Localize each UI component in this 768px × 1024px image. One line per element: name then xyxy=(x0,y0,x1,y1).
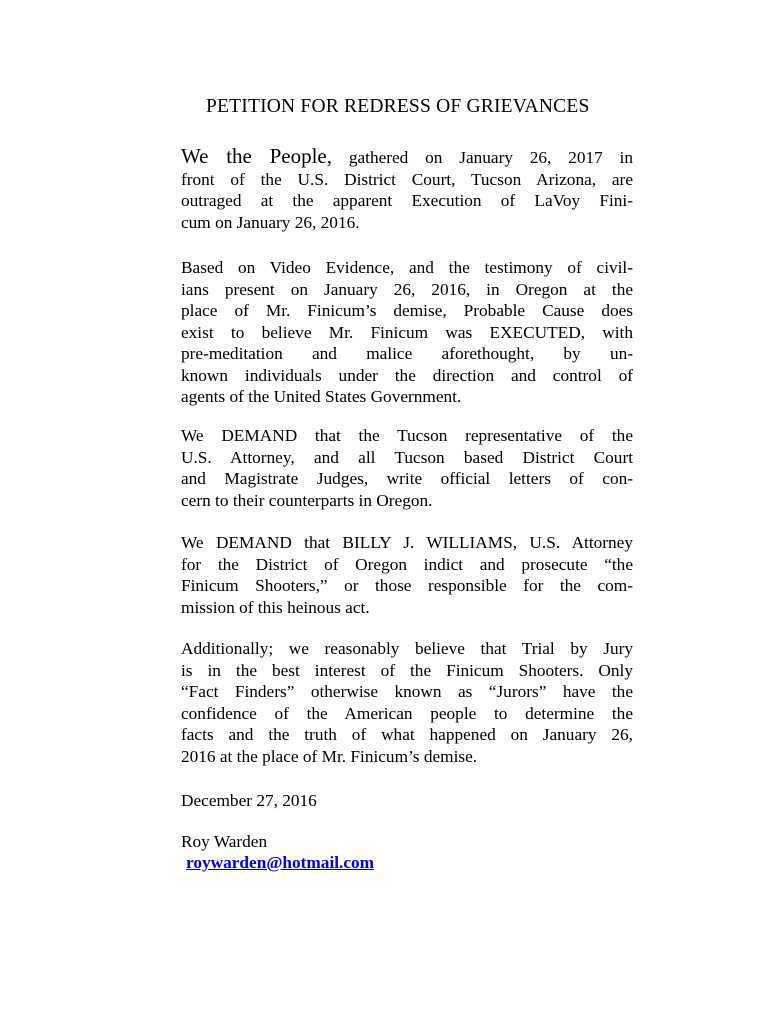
paragraph-2-line-3: place of Mr. Finicum’s demise, Probable Cause does xyxy=(181,301,633,320)
paragraph-3-line-4: cern to their counterparts in Oregon. xyxy=(181,490,433,510)
paragraph-2-line-5: pre-meditation and malice aforethought, by un- xyxy=(181,344,633,363)
paragraph-1 xyxy=(181,146,633,233)
paragraph-4-line-4: mission of this heinous act. xyxy=(181,597,370,617)
signature-name: Roy Warden xyxy=(181,832,268,851)
paragraph-5-line-5: facts and the truth of what happened on January 26, xyxy=(181,725,633,744)
paragraph-4 xyxy=(181,532,633,618)
paragraph-5-line-1: Additionally; we reasonably believe that Trial by Jury xyxy=(181,639,633,658)
paragraph-1-line-3: outraged at the apparent Execution of LaVoy Fini- xyxy=(181,191,633,210)
paragraph-1-line-1: We the People, gathered on January 26, 2017 in xyxy=(181,144,633,168)
paragraph-1-line-2: front of the U.S. District Court, Tucson Arizona, are xyxy=(181,169,633,189)
signature-email-link[interactable]: roywarden@hotmail.com xyxy=(186,853,375,872)
paragraph-2-line-6: known individuals under the direction and control of xyxy=(181,365,633,385)
paragraph-5 xyxy=(181,638,633,767)
paragraph-4-line-2: for the District of Oregon indict and prosecute “the xyxy=(181,554,633,574)
paragraph-4-line-3: Finicum Shooters,” or those responsible for the com- xyxy=(181,576,633,595)
paragraph-3-line-1: We DEMAND that the Tucson representative of the xyxy=(181,426,633,445)
paragraph-4-line-1: We DEMAND that BILLY J. WILLIAMS, U.S. Attorney xyxy=(181,533,633,552)
paragraph-1-lead: We the People, xyxy=(181,144,333,168)
paragraph-2-line-1: Based on Video Evidence, and the testimony of civil- xyxy=(181,258,633,277)
paragraph-5-line-6: 2016 at the place of Mr. Finicum’s demise. xyxy=(181,746,478,766)
paragraph-3 xyxy=(181,425,633,511)
paragraph-2-line-7: agents of the United States Government. xyxy=(181,387,462,406)
document-date: December 27, 2016 xyxy=(181,791,317,810)
paragraph-1-line-4: cum on January 26, 2016. xyxy=(181,212,360,232)
paragraph-5-line-2: is in the best interest of the Finicum Shooters. Only xyxy=(181,660,633,680)
paragraph-5-line-4: confidence of the American people to determine the xyxy=(181,703,633,723)
paragraph-2 xyxy=(181,257,633,408)
paragraph-5-line-3: “Fact Finders” otherwise known as “Jurors” have the xyxy=(181,682,633,701)
paragraph-3-line-3: and Magistrate Judges, write official letters of con- xyxy=(181,469,633,488)
document-title: PETITION FOR REDRESS OF GRIEVANCES xyxy=(206,96,590,117)
paragraph-3-line-2: U.S. Attorney, and all Tucson based District Court xyxy=(181,447,633,467)
paragraph-2-line-2: ians present on January 26, 2016, in Oregon at the xyxy=(181,279,633,299)
paragraph-2-line-4: exist to believe Mr. Finicum was EXECUTED, with xyxy=(181,322,633,342)
